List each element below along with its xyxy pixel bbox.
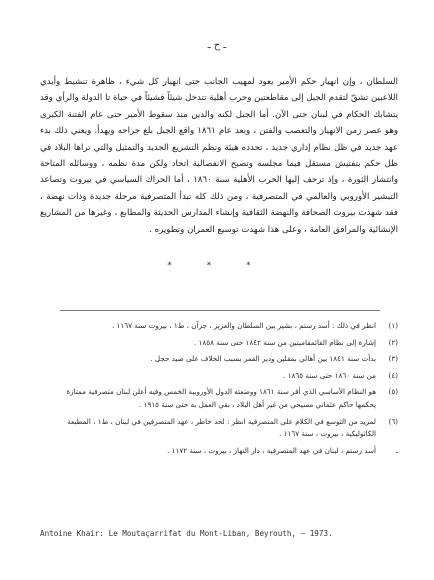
page-number: ـ ح ـ	[207, 40, 227, 51]
footnote-number: (٣)	[388, 354, 398, 364]
footnote-text: لمزيد من التوسع في الكلام على المتصرفية انظر : لحد خاطر ، عهد المتصرفين في لبنان ، ط١ ، المطبعة الكاثوليكية ، بيروت ، سنة ١١٦٧ .	[67, 416, 376, 439]
main-paragraph	[40, 74, 398, 238]
footnote-number: (٤)	[388, 370, 398, 380]
footnote-text: انظر في ذلك : أسد رستم ، بشير بين السلطان والعزيز ، جزآن ، ط١ ، بيروت سنة ١١٦٧ .	[111, 321, 376, 330]
footnote-item	[44, 416, 398, 441]
latin-reference: Antoine Khair: Le Moutaçarrifat du Mont-Liban, Beyrouth, — 1973.	[40, 529, 333, 538]
paragraph-text: السلطان ، وإن انهيار حكم الأمير يعود لمهيب الجانب حتى انهيار كل شيء ، ظاهرة تنشيط وأيدي اللاعبين تشقّ لتقدم الجبل إلى مقاطعتين وحرب أهلية تتدخل شيئاً فشيئاً في حياة تا الدولة والرأي وقد يتشابك الحكام في لبنان حتى الآن. أما الجبل لكنه والدين منذ سقوط الأمير حتى عام الفتنة الكبرى وهو عصر زمن الانهيار والتعصب والفتن ، وبعد عام ١٨٦١ واقع الجبل بلغ جراحه ويهدأ. ويعني ذلك بدء عهد جديد في ظل نظام إداري جديد ، تحدده هيئة ونظم التشريع الجديد والتمثيل والتي تراها البلاد في ظل حكم بتفتيش مستقل فيما مجلسه وتصبح الانفصالية اتحاد ولكن مدة نظمه ، ووسائله المتاحة وانتشار الثورة ، وإذ تزحف إليها الحرب الأهلية سنة ١٨٦٠ ، أما الحراك السياسي في بيروت وتصاعد التبشير الأوروبي والعالمي في المتصرفية ، ومن ذلك كله تبدأ المتصرفية مرحلة جديدة وذات نهضة ، فقد شهدت بيروت الصحافة والنهضة الثقافية وإنشاء المدارس الحديثة والمطابع ، وغيرها من المشاريع الإنشائية والمرافق العامة ، وعلى هذا شهدت توسيع العمران وتطويره .	[40, 77, 399, 235]
footnote-number: (١)	[388, 321, 398, 330]
footnote-dash: ـ	[395, 445, 398, 455]
footnote-text: بدأت سنة ١٨٤١ بين أهالي بمقلين ودير القمر بسبب الخلاف على صيد حجل .	[150, 354, 376, 364]
footnote-rule	[60, 310, 380, 311]
footnote-item	[44, 320, 398, 333]
footnote-text: أسد رستم ، لبنان في عهد المتصرفية ، دار النهار ، بيروت ، سنة ١١٧٢ .	[167, 445, 376, 455]
footnote-item	[44, 370, 398, 383]
footnote-number: (٥)	[388, 387, 398, 397]
section-separator-stars: * * *	[167, 261, 267, 271]
footnote-number: (٦)	[388, 416, 398, 426]
footnote-item	[44, 353, 398, 366]
footnote-extra	[44, 445, 398, 458]
footnote-number: (٢)	[388, 337, 398, 347]
footnotes	[44, 320, 398, 461]
footnote-text: هو النظام الأساسي الذي أقر سنة ١٨٦١ ووضعته الدول الأوروبية الخمس وفيه أعلن لبنان متصرفية ممتازة يحكمها حاكم عثماني مسيحي من غير أهل البلاد ، بقي العمل به حتى سنة ١٩١٥ .	[66, 387, 376, 409]
footnote-item	[44, 386, 398, 411]
footnote-text: إشارة إلى نظام القائمقاميتين من سنة ١٨٤٢ حتى سنة ١٨٥٨ .	[193, 337, 376, 347]
footnote-text: من سنة ١٨٦٠ حتى سنة ١٨٦٥ .	[283, 370, 376, 380]
footnote-item	[44, 337, 398, 350]
